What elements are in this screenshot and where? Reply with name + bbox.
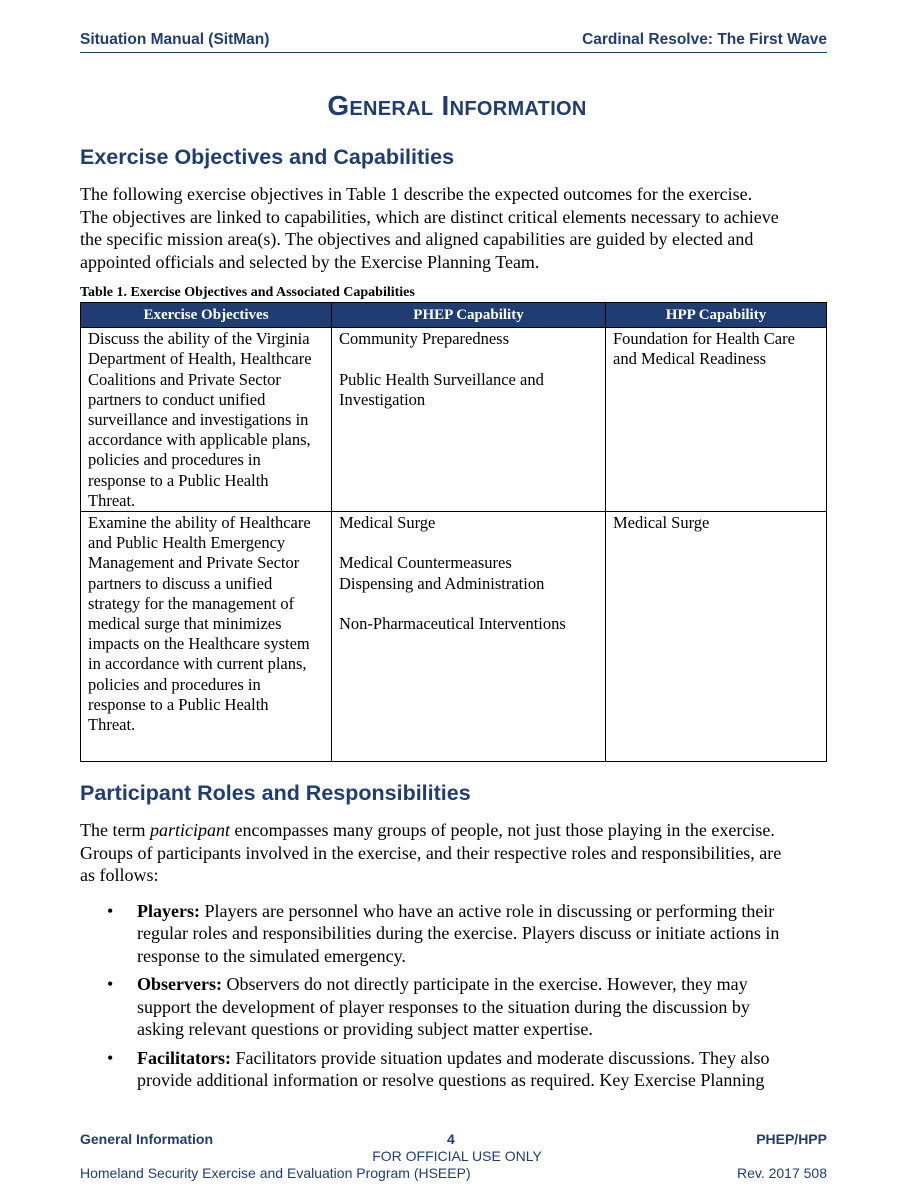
table-row bbox=[81, 328, 827, 512]
footer-program-code: PHEP/HPP bbox=[756, 1131, 827, 1147]
bullet-line: support the development of player responses to the situation during the discussion by bbox=[137, 996, 750, 1017]
paragraph-line: The following exercise objectives in Table 1 describe the expected outcomes for the exercise. bbox=[80, 184, 753, 204]
objectives-table bbox=[80, 302, 827, 762]
cell-line: Coalitions and Private Sector bbox=[88, 369, 281, 389]
cell-line: policies and procedures in bbox=[88, 450, 261, 470]
bullet-line bbox=[137, 973, 840, 995]
cell-line: Medical Countermeasures bbox=[339, 553, 512, 573]
footer-section-name: General Information bbox=[80, 1131, 214, 1147]
phep-cell bbox=[332, 512, 606, 762]
cell-line: Examine the ability of Healthcare bbox=[88, 513, 311, 533]
phep-cell bbox=[332, 328, 606, 512]
cell-line: Medical Surge bbox=[339, 513, 436, 533]
cell-line: Management and Private Sector bbox=[88, 553, 300, 573]
paragraph-line: as follows: bbox=[80, 865, 159, 885]
table-caption: Table 1. Exercise Objectives and Associated Capabilities bbox=[80, 285, 415, 300]
objective-cell bbox=[81, 512, 332, 762]
bullet-icon: • bbox=[107, 1047, 114, 1068]
cell-line: Dispensing and Administration bbox=[339, 573, 545, 593]
bullet-line: provide additional information or resolve questions as required. Key Exercise Planning bbox=[137, 1070, 765, 1091]
cell-spacer bbox=[339, 349, 599, 369]
cell-line: Discuss the ability of the Virginia bbox=[88, 329, 310, 349]
cell-line: accordance with applicable plans, bbox=[88, 430, 311, 450]
cell-line: partners to discuss a unified bbox=[88, 573, 273, 593]
participants-intro bbox=[80, 819, 840, 887]
cell-line: Foundation for Health Care bbox=[613, 329, 795, 349]
cell-spacer bbox=[339, 533, 599, 553]
bullet-line bbox=[137, 1047, 840, 1069]
cell-line: Community Preparedness bbox=[339, 329, 510, 349]
cell-line: and Public Health Emergency bbox=[88, 533, 286, 553]
intro-text: encompasses many groups of people, not just those playing in the exercise. bbox=[229, 820, 775, 840]
section-heading-objectives: Exercise Objectives and Capabilities bbox=[80, 145, 455, 169]
table-header-row bbox=[81, 303, 827, 328]
column-header-phep: PHEP Capability bbox=[332, 303, 606, 328]
column-header-hpp: HPP Capability bbox=[606, 303, 827, 328]
bullet-line: asking relevant questions or providing subject matter expertise. bbox=[137, 1018, 593, 1039]
bullet-line bbox=[137, 900, 840, 922]
header-exercise-name: Cardinal Resolve: The First Wave bbox=[582, 31, 827, 48]
role-text: Facilitators provide situation updates and moderate discussions. They also bbox=[230, 1047, 770, 1068]
role-text: Observers do not directly participate in the exercise. However, they may bbox=[221, 974, 748, 995]
page-title-text: General Information bbox=[327, 90, 587, 121]
cell-line: response to a Public Health bbox=[88, 694, 269, 714]
intro-emphasis: participant bbox=[149, 820, 230, 840]
list-item-observers bbox=[80, 973, 840, 1040]
cell-line: Department of Health, Healthcare bbox=[88, 349, 312, 369]
role-term: Observers: bbox=[137, 974, 222, 995]
participant-roles-list bbox=[80, 900, 840, 1098]
objective-cell bbox=[81, 328, 332, 512]
cell-line: Investigation bbox=[339, 389, 426, 409]
table-row bbox=[81, 512, 827, 762]
section-heading-participants: Participant Roles and Responsibilities bbox=[80, 781, 471, 805]
paragraph-line bbox=[80, 819, 840, 842]
list-item-players bbox=[80, 900, 840, 967]
paragraph-line: the specific mission area(s). The objectives and aligned capabilities are guided by elected and bbox=[80, 229, 754, 249]
bullet-line: regular roles and responsibilities during the exercise. Players discuss or initiate actions in bbox=[137, 923, 780, 944]
column-header-objectives: Exercise Objectives bbox=[81, 303, 332, 328]
paragraph-line: appointed officials and selected by the Exercise Planning Team. bbox=[80, 251, 540, 272]
footer-revision: Rev. 2017 508 bbox=[736, 1165, 827, 1181]
running-header bbox=[80, 30, 827, 53]
cell-line: Medical Surge bbox=[613, 513, 710, 533]
cell-line: and Medical Readiness bbox=[613, 349, 767, 369]
cell-line: strategy for the management of bbox=[88, 593, 295, 613]
hpp-cell bbox=[606, 328, 827, 512]
cell-line: Non-Pharmaceutical Interventions bbox=[339, 614, 566, 634]
cell-line: Public Health Surveillance and bbox=[339, 369, 544, 389]
cell-line: medical surge that minimizes bbox=[88, 614, 282, 634]
cell-line: Threat. bbox=[88, 490, 136, 510]
footer-marking: FOR OFFICIAL USE ONLY bbox=[372, 1148, 542, 1164]
role-term: Players: bbox=[137, 901, 200, 921]
role-text: Players are personnel who have an active role in discussing or performing their bbox=[199, 901, 775, 921]
hpp-cell bbox=[606, 512, 827, 762]
cell-line: response to a Public Health bbox=[88, 470, 269, 490]
cell-line: impacts on the Healthcare system bbox=[88, 634, 310, 654]
bullet-icon: • bbox=[107, 974, 114, 995]
cell-spacer bbox=[339, 594, 599, 614]
header-document-type: Situation Manual (SitMan) bbox=[80, 31, 270, 48]
paragraph-line: Groups of participants involved in the exercise, and their respective roles and responsibilities, are bbox=[80, 842, 782, 863]
footer-program-name: Homeland Security Exercise and Evaluation Program (HSEEP) bbox=[80, 1165, 471, 1181]
cell-line: surveillance and investigations in bbox=[88, 410, 309, 430]
cell-line: policies and procedures in bbox=[88, 674, 261, 694]
footer-page-number: 4 bbox=[447, 1131, 455, 1147]
bullet-icon: • bbox=[107, 901, 114, 921]
intro-text: The term bbox=[80, 820, 150, 840]
page-title bbox=[0, 90, 914, 122]
cell-line: Threat. bbox=[88, 715, 136, 735]
cell-line: partners to conduct unified bbox=[88, 389, 266, 409]
bullet-line: response to the simulated emergency. bbox=[137, 945, 406, 966]
list-item-facilitators bbox=[80, 1047, 840, 1092]
objectives-paragraph bbox=[80, 183, 840, 273]
role-term: Facilitators: bbox=[137, 1047, 231, 1068]
paragraph-line: The objectives are linked to capabilities, which are distinct critical elements necessary to achieve bbox=[80, 206, 779, 227]
cell-line: in accordance with current plans, bbox=[88, 654, 307, 674]
